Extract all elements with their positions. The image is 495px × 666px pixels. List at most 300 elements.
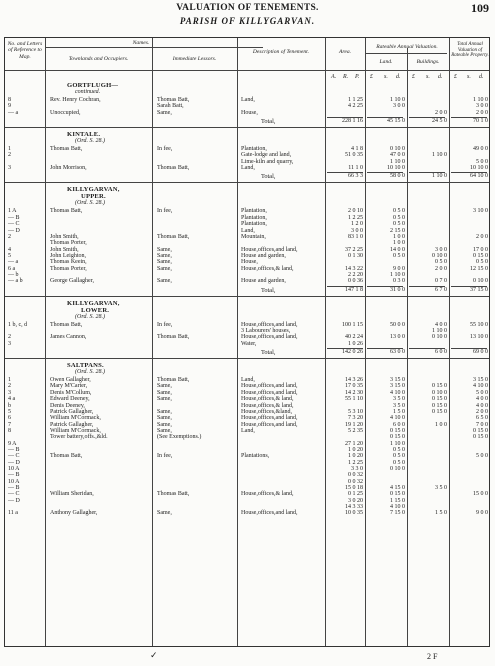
buildings-valuation: 1 0 0 xyxy=(435,421,447,428)
occupier-name: Owen Gallagher, xyxy=(50,377,91,383)
header-lessors: Immediate Lessors. xyxy=(172,56,217,62)
occupier-name: William M'Cormack, xyxy=(50,427,101,434)
lessor-name: Thomas Batt, xyxy=(157,377,190,383)
total-valuation: 3 15 0 xyxy=(473,377,488,383)
lessor-name: Thomas Batt, xyxy=(157,97,190,103)
area-value: 14 3 22 xyxy=(345,265,363,272)
total-valuation: 4 10 0 xyxy=(473,383,488,390)
check-mark: ✓ xyxy=(150,650,158,660)
map-reference: 1 A xyxy=(8,208,17,215)
land-valuation: 3 15 0 xyxy=(390,383,405,390)
townland-title: KILLYGARVAN, xyxy=(67,299,120,307)
buildings-valuation: 0 5 0 xyxy=(435,259,447,266)
area-value: 37 2 25 xyxy=(345,246,363,253)
buildings-valuation: 0 10 0 xyxy=(432,334,447,341)
land-valuation: 6 0 0 xyxy=(393,421,405,428)
land-valuation: 0 10 0 xyxy=(390,466,405,472)
occupier-name: Unoccupied, xyxy=(50,109,81,116)
area-value: 2 0 10 xyxy=(348,208,363,215)
occupier-name: Denis Deeney, xyxy=(50,402,85,409)
total-valuation-sum: 37 15 0 xyxy=(470,286,488,293)
land-valuation: 7 15 0 xyxy=(390,510,405,517)
area-value: 51 0 35 xyxy=(345,152,363,159)
land-valuation: 1 10 0 xyxy=(390,97,405,103)
lessor-name: (See Exemptions.) xyxy=(157,434,202,441)
lessor-name: Same, xyxy=(157,246,172,253)
land-valuation: 0 5 0 xyxy=(393,446,405,453)
map-reference: — a b xyxy=(8,278,23,285)
total-buildings: 24 5 0 xyxy=(432,118,447,124)
map-reference: 1 b, c, d xyxy=(8,321,28,328)
buildings-valuation: 0 10 0 xyxy=(432,389,447,396)
occupier-name: Edward Deeney, xyxy=(50,396,90,403)
occupier-name: William Sheridan, xyxy=(50,491,94,498)
unit-total-pound: £ xyxy=(454,74,457,80)
land-valuation: 47 0 0 xyxy=(390,152,405,159)
header-rateable: Rateable Annual Valuation. xyxy=(376,44,438,50)
tenement-description: House,offices,and land, xyxy=(241,389,298,396)
map-reference: 7 xyxy=(8,421,11,428)
total-valuation: 13 10 0 xyxy=(470,334,488,341)
townland-title-line2: UPPER. xyxy=(81,193,106,201)
lessor-name: Thomas Batt, xyxy=(157,491,190,498)
total-valuation: 0 15 0 xyxy=(473,434,488,441)
total-valuation-sum: 70 1 0 xyxy=(473,118,488,124)
area-value: 5 2 35 xyxy=(348,427,363,434)
column-rule xyxy=(237,38,238,646)
total-label: Total, xyxy=(261,286,276,294)
area-value: 4 2 25 xyxy=(348,103,363,110)
names-rule xyxy=(45,47,263,48)
buildings-valuation: 0 10 0 xyxy=(432,252,447,259)
tenement-description: House,offices,and land, xyxy=(241,421,298,428)
area-value: 0 0 32 xyxy=(348,478,363,485)
total-valuation: 0 15 0 xyxy=(473,252,488,259)
tenement-description: Gate-lodge and land, xyxy=(241,152,292,159)
total-area: 147 1 8 xyxy=(345,286,363,293)
tenement-description: Land, xyxy=(241,427,255,434)
area-value: 1 2 25 xyxy=(348,459,363,466)
lessor-name: Same, xyxy=(157,408,172,415)
lessor-name: Same, xyxy=(157,265,172,272)
area-value: 1 2 0 xyxy=(351,221,363,228)
section-rule xyxy=(5,182,489,183)
total-valuation: 5 0 0 xyxy=(476,453,488,460)
map-reference: 4 xyxy=(8,246,11,253)
area-value: 14 2 30 xyxy=(345,389,363,396)
unit-land-pound: £ xyxy=(370,74,373,80)
area-value: 4 1 8 xyxy=(351,146,363,152)
total-area: 66 3 3 xyxy=(348,173,363,180)
lessor-name: Same, xyxy=(157,421,172,428)
unit-total-d: d. xyxy=(479,74,484,80)
section-rule xyxy=(5,358,489,359)
occupier-name: Tower battery,offs.,&ld. xyxy=(50,434,108,441)
total-land: 63 0 0 xyxy=(390,349,405,355)
lessor-name: In fee, xyxy=(157,146,173,152)
total-valuation: 1 10 0 xyxy=(473,97,488,103)
land-valuation: 3 0 0 xyxy=(393,103,405,110)
unit-land-d: d. xyxy=(396,74,401,80)
tenement-description: Plantation, xyxy=(241,146,267,152)
map-reference: 1 xyxy=(8,146,11,152)
map-reference: 1 xyxy=(8,377,11,383)
tenement-description: House,offices,& land, xyxy=(241,265,294,272)
section-rule xyxy=(5,127,489,128)
area-value: 3 0 0 xyxy=(351,227,363,234)
land-valuation: 0 15 0 xyxy=(390,427,405,434)
lessor-name: Sarah Batt, xyxy=(157,103,184,110)
map-reference: — C xyxy=(8,491,20,498)
map-reference: 3 xyxy=(8,340,11,347)
land-valuation: 3 15 0 xyxy=(390,377,405,383)
unit-area-p: P. xyxy=(355,74,360,80)
header-names: Names. xyxy=(132,40,150,46)
tenement-description: Land, xyxy=(241,227,255,234)
lessor-name: Same, xyxy=(157,252,172,259)
area-value: 100 1 15 xyxy=(342,321,363,328)
lessor-name: Same, xyxy=(157,396,172,403)
map-reference: — a xyxy=(8,109,19,116)
tenement-description: House,offices,and land, xyxy=(241,246,298,253)
land-valuation: 10 10 0 xyxy=(387,165,405,172)
occupier-name: Thomas Batt, xyxy=(50,453,83,460)
land-valuation: 1 10 0 xyxy=(390,440,405,447)
total-valuation-sum: 64 10 0 xyxy=(470,173,488,180)
area-value: 1 0 20 xyxy=(348,446,363,453)
map-reference: — B xyxy=(8,214,20,221)
area-value: 1 2 25 xyxy=(348,214,363,221)
column-rule xyxy=(407,48,408,646)
townland-title: KILLYGARVAN, xyxy=(67,186,120,194)
tenement-description: House,offices,& land, xyxy=(241,491,294,498)
map-reference: 4 a xyxy=(8,396,16,403)
buildings-valuation: 2 0 0 xyxy=(435,109,447,116)
occupier-name: Thomas Keein, xyxy=(50,259,87,266)
townland-title-line2: LOWER. xyxy=(81,306,110,314)
map-reference: 2 xyxy=(8,152,11,159)
unit-area-a: A. xyxy=(331,74,337,80)
map-reference: — D xyxy=(8,497,20,504)
occupier-name: Patrick Gallagher, xyxy=(50,408,94,415)
townland-subtitle: (Ord. S. 28.) xyxy=(75,200,105,207)
occupier-name: Rev. Henry Cochran, xyxy=(50,97,101,103)
townland-title: KINTALE. xyxy=(67,131,101,138)
townland-subtitle: (Ord. S. 28.) xyxy=(75,313,105,320)
lessor-name: Same, xyxy=(157,427,172,434)
section-rule xyxy=(5,296,489,297)
area-value: 14 3 26 xyxy=(345,377,363,383)
total-valuation: 9 0 0 xyxy=(476,510,488,517)
land-valuation: 1 0 0 xyxy=(393,240,405,247)
occupier-name: Thomas Batt, xyxy=(50,146,83,152)
map-reference: 9 xyxy=(8,103,11,110)
buildings-valuation: 4 0 0 xyxy=(435,321,447,328)
land-valuation: 4 10 0 xyxy=(390,415,405,422)
tenement-description: House,offices,& land, xyxy=(241,402,294,409)
tenement-description: Lime-kiln and quarry, xyxy=(241,158,294,165)
buildings-valuation: 1 10 0 xyxy=(432,152,447,159)
total-valuation: 15 0 0 xyxy=(473,491,488,498)
lessor-name: Same, xyxy=(157,259,172,266)
area-value: 19 1 20 xyxy=(345,421,363,428)
area-value: 27 1 20 xyxy=(345,440,363,447)
unit-bldg-s: s. xyxy=(426,74,430,80)
occupier-name: James Cannon, xyxy=(50,334,87,341)
land-valuation: 0 5 0 xyxy=(393,221,405,228)
tenement-description: Plantation, xyxy=(241,208,267,215)
total-area: 228 1 16 xyxy=(342,118,363,124)
tenement-description: Plantation, xyxy=(241,221,267,228)
buildings-valuation: 3 5 0 xyxy=(435,485,447,491)
lessor-name: Thomas Batt, xyxy=(157,165,190,172)
area-value: 0 1 25 xyxy=(348,491,363,498)
land-valuation: 0 15 0 xyxy=(390,434,405,441)
total-buildings: 6 7 0 xyxy=(435,286,447,293)
buildings-valuation: 0 15 0 xyxy=(432,402,447,409)
tenement-description: House, xyxy=(241,109,258,116)
area-value: 55 1 10 xyxy=(345,396,363,403)
map-reference: — D xyxy=(8,227,20,234)
land-valuation: 0 10 0 xyxy=(390,146,405,152)
total-land: 45 15 0 xyxy=(387,118,405,124)
map-reference: — C xyxy=(8,453,20,460)
area-value: 3 0 20 xyxy=(348,497,363,504)
map-reference: — B xyxy=(8,446,20,453)
buildings-valuation: 0 15 0 xyxy=(432,383,447,390)
total-buildings: 6 0 0 xyxy=(435,349,447,355)
header-total: Total Annual Valuation of Rateable Property. xyxy=(451,42,489,59)
total-valuation: 6 5 0 xyxy=(476,415,488,422)
land-valuation: 50 0 0 xyxy=(390,321,405,328)
occupier-name: Denis M'Collum, xyxy=(50,389,92,396)
unit-land-s: s. xyxy=(384,74,388,80)
buildings-valuation: 3 0 0 xyxy=(435,246,447,253)
buildings-valuation: 1 5 0 xyxy=(435,510,447,517)
area-value: 15 0 18 xyxy=(345,485,363,491)
map-reference: 3 xyxy=(8,389,11,396)
signature-mark: 2 F xyxy=(427,652,438,661)
total-land: 58 0 0 xyxy=(390,173,405,180)
total-valuation: 7 0 0 xyxy=(476,421,488,428)
lessor-name: In fee, xyxy=(157,453,173,460)
map-reference: b xyxy=(8,402,11,409)
tenement-description: Land, xyxy=(241,97,255,103)
map-reference: — D xyxy=(8,459,20,466)
map-reference: — a xyxy=(8,259,19,266)
map-reference: 3 xyxy=(8,165,11,172)
total-valuation: 2 0 0 xyxy=(476,233,488,240)
total-valuation: 5 0 0 xyxy=(476,158,488,165)
occupier-name: Patrick Gallagher, xyxy=(50,421,94,428)
land-valuation: 2 15 0 xyxy=(390,227,405,234)
column-rule xyxy=(365,38,366,646)
tenement-description: House,offices,and land, xyxy=(241,383,298,390)
lessor-name: Same, xyxy=(157,510,172,517)
tenement-description: Land, xyxy=(241,377,255,383)
buildings-valuation: 0 15 0 xyxy=(432,396,447,403)
land-valuation: 1 10 0 xyxy=(390,158,405,165)
tenement-description: House,offices,and land, xyxy=(241,334,298,341)
total-land: 31 0 0 xyxy=(390,286,405,293)
total-label: Total, xyxy=(261,349,276,356)
tenement-description: House,offices,&land, xyxy=(241,408,293,415)
occupier-name: Thomas Batt, xyxy=(50,208,83,215)
land-valuation: 1 0 0 xyxy=(393,233,405,240)
townland-subtitle: continued. xyxy=(75,89,101,95)
map-reference: 10 A xyxy=(8,478,20,485)
total-valuation: 3 0 0 xyxy=(476,103,488,110)
tenement-description: House, xyxy=(241,259,258,266)
map-reference: 8 xyxy=(8,427,11,434)
townland-subtitle: (Ord. S. 28.) xyxy=(75,138,105,144)
parish-title: PARISH OF KILLYGARVAN. xyxy=(179,16,316,26)
rateable-rule xyxy=(365,53,447,54)
area-value: 40 2 24 xyxy=(345,334,363,341)
map-reference: 2 xyxy=(8,233,11,240)
occupier-name: Thomas Porter, xyxy=(50,240,87,247)
occupier-name: John Smith, xyxy=(50,246,79,253)
lessor-name: Thomas Batt, xyxy=(157,233,190,240)
column-rule xyxy=(45,38,46,646)
tenement-description: 3 Labourers' houses, xyxy=(241,328,291,334)
page-number: 109 xyxy=(471,1,489,15)
area-value: 0 0 36 xyxy=(348,278,363,285)
land-valuation: 0 5 0 xyxy=(393,252,405,259)
header-description: Description of Tenement. xyxy=(252,49,310,55)
total-label: Total, xyxy=(261,118,276,125)
tenement-description: House and garden, xyxy=(241,278,286,285)
lessor-name: Same, xyxy=(157,383,172,390)
land-valuation: 4 10 0 xyxy=(390,504,405,511)
land-valuation: 0 5 0 xyxy=(393,208,405,215)
land-valuation: 3 5 0 xyxy=(393,402,405,409)
area-value: 1 0 26 xyxy=(348,340,363,347)
total-valuation: 2 0 0 xyxy=(476,408,488,415)
total-valuation: 5 0 0 xyxy=(476,389,488,396)
tenement-description: House,offices,and land, xyxy=(241,415,298,422)
total-valuation: 10 10 0 xyxy=(470,165,488,172)
unit-area-r: R. xyxy=(343,74,349,80)
occupier-name: George Gallagher, xyxy=(50,278,94,285)
total-valuation: 12 15 0 xyxy=(470,265,488,272)
header-land: Land. xyxy=(379,59,393,65)
land-valuation: 1 10 0 xyxy=(390,271,405,278)
map-reference: 9 A xyxy=(8,440,17,447)
lessor-name: Same, xyxy=(157,278,172,285)
lessor-name: Same, xyxy=(157,415,172,422)
unit-bldg-pound: £ xyxy=(412,74,415,80)
total-valuation: 17 0 0 xyxy=(473,246,488,253)
area-value: 3 3 0 xyxy=(351,466,363,472)
area-value: 11 1 0 xyxy=(348,165,363,172)
unit-bldg-d: d. xyxy=(438,74,443,80)
total-valuation: 3 10 0 xyxy=(473,208,488,215)
total-valuation-sum: 69 0 0 xyxy=(473,349,488,355)
occupier-name: Thomas Batt, xyxy=(50,321,83,328)
buildings-valuation: 1 10 0 xyxy=(432,328,447,334)
map-reference: 8 xyxy=(8,97,11,103)
total-valuation: 49 0 0 xyxy=(473,146,488,152)
total-label: Total, xyxy=(261,173,276,181)
map-reference: 2 xyxy=(8,383,11,390)
area-value: 5 3 10 xyxy=(348,408,363,415)
townland-subtitle: (Ord. S. 28.) xyxy=(75,369,105,375)
header-area: Area. xyxy=(338,49,352,55)
tenement-description: Water, xyxy=(241,340,257,347)
lessor-name: Same, xyxy=(157,389,172,396)
townland-title: SALTPANS. xyxy=(67,362,104,369)
tenement-description: House and garden, xyxy=(241,252,286,259)
lessor-name: In fee, xyxy=(157,321,173,328)
buildings-valuation: 0 15 0 xyxy=(432,408,447,415)
occupier-name: John Smith, xyxy=(50,233,79,240)
occupier-name: William M'Cormack, xyxy=(50,415,101,422)
tenement-description: Mountain, xyxy=(241,233,266,240)
valuation-table xyxy=(4,37,490,647)
land-valuation: 0 5 0 xyxy=(393,214,405,221)
map-reference: 6 xyxy=(8,415,11,422)
area-value: 0 1 30 xyxy=(348,252,363,259)
occupier-name: John Morrison, xyxy=(50,165,87,172)
tenement-description: Plantation, xyxy=(241,214,267,221)
header-buildings: Buildings. xyxy=(416,59,440,65)
total-valuation: 0 5 0 xyxy=(476,259,488,266)
total-buildings: 1 10 0 xyxy=(432,173,447,180)
map-reference: 6 a xyxy=(8,265,16,272)
header-townlands: Townlands and Occupiers. xyxy=(68,56,129,62)
occupier-name: Anthony Gallagher, xyxy=(50,510,98,517)
page-title: VALUATION OF TENEMENTS. xyxy=(176,3,319,13)
area-value: 10 0 35 xyxy=(345,510,363,517)
area-value: 2 2 20 xyxy=(348,271,363,278)
area-value: 1 0 20 xyxy=(348,453,363,460)
unit-total-s: s. xyxy=(467,74,471,80)
area-value: 83 1 0 xyxy=(348,233,363,240)
buildings-valuation: 2 0 0 xyxy=(435,265,447,272)
land-valuation: 0 15 0 xyxy=(390,491,405,498)
map-reference: 2 xyxy=(8,334,11,341)
tenement-description: Plantations, xyxy=(241,453,270,460)
tenement-description: House,offices,& land, xyxy=(241,396,294,403)
land-valuation: 0 3 0 xyxy=(393,278,405,285)
total-valuation: 2 0 0 xyxy=(476,109,488,116)
map-reference: 11 a xyxy=(8,510,18,517)
map-reference: — C xyxy=(8,221,20,228)
area-value: 1 1 25 xyxy=(348,97,363,103)
land-valuation: 4 10 0 xyxy=(390,389,405,396)
area-value: 17 0 35 xyxy=(345,383,363,390)
map-reference: 5 xyxy=(8,252,11,259)
buildings-valuation: 0 7 0 xyxy=(435,278,447,285)
total-valuation: 0 10 0 xyxy=(473,278,488,285)
total-area: 142 0 26 xyxy=(342,349,363,355)
land-valuation: 14 0 0 xyxy=(390,246,405,253)
land-valuation: 9 0 0 xyxy=(393,265,405,272)
lessor-name: Same, xyxy=(157,109,172,116)
occupier-name: Thomas Porter, xyxy=(50,265,87,272)
tenement-description: House,offices,and land, xyxy=(241,321,298,328)
occupier-name: John Leighton, xyxy=(50,252,86,259)
tenement-description: House,offices,and land, xyxy=(241,510,298,517)
occupier-name: Mary M'Carter, xyxy=(50,383,88,390)
land-valuation: 1 15 0 xyxy=(390,497,405,504)
land-valuation: 0 5 0 xyxy=(393,459,405,466)
townland-title: GORTFLUGH— xyxy=(67,82,119,89)
area-value: 14 3 33 xyxy=(345,504,363,511)
column-rule xyxy=(449,38,450,646)
header-rule xyxy=(5,70,489,71)
